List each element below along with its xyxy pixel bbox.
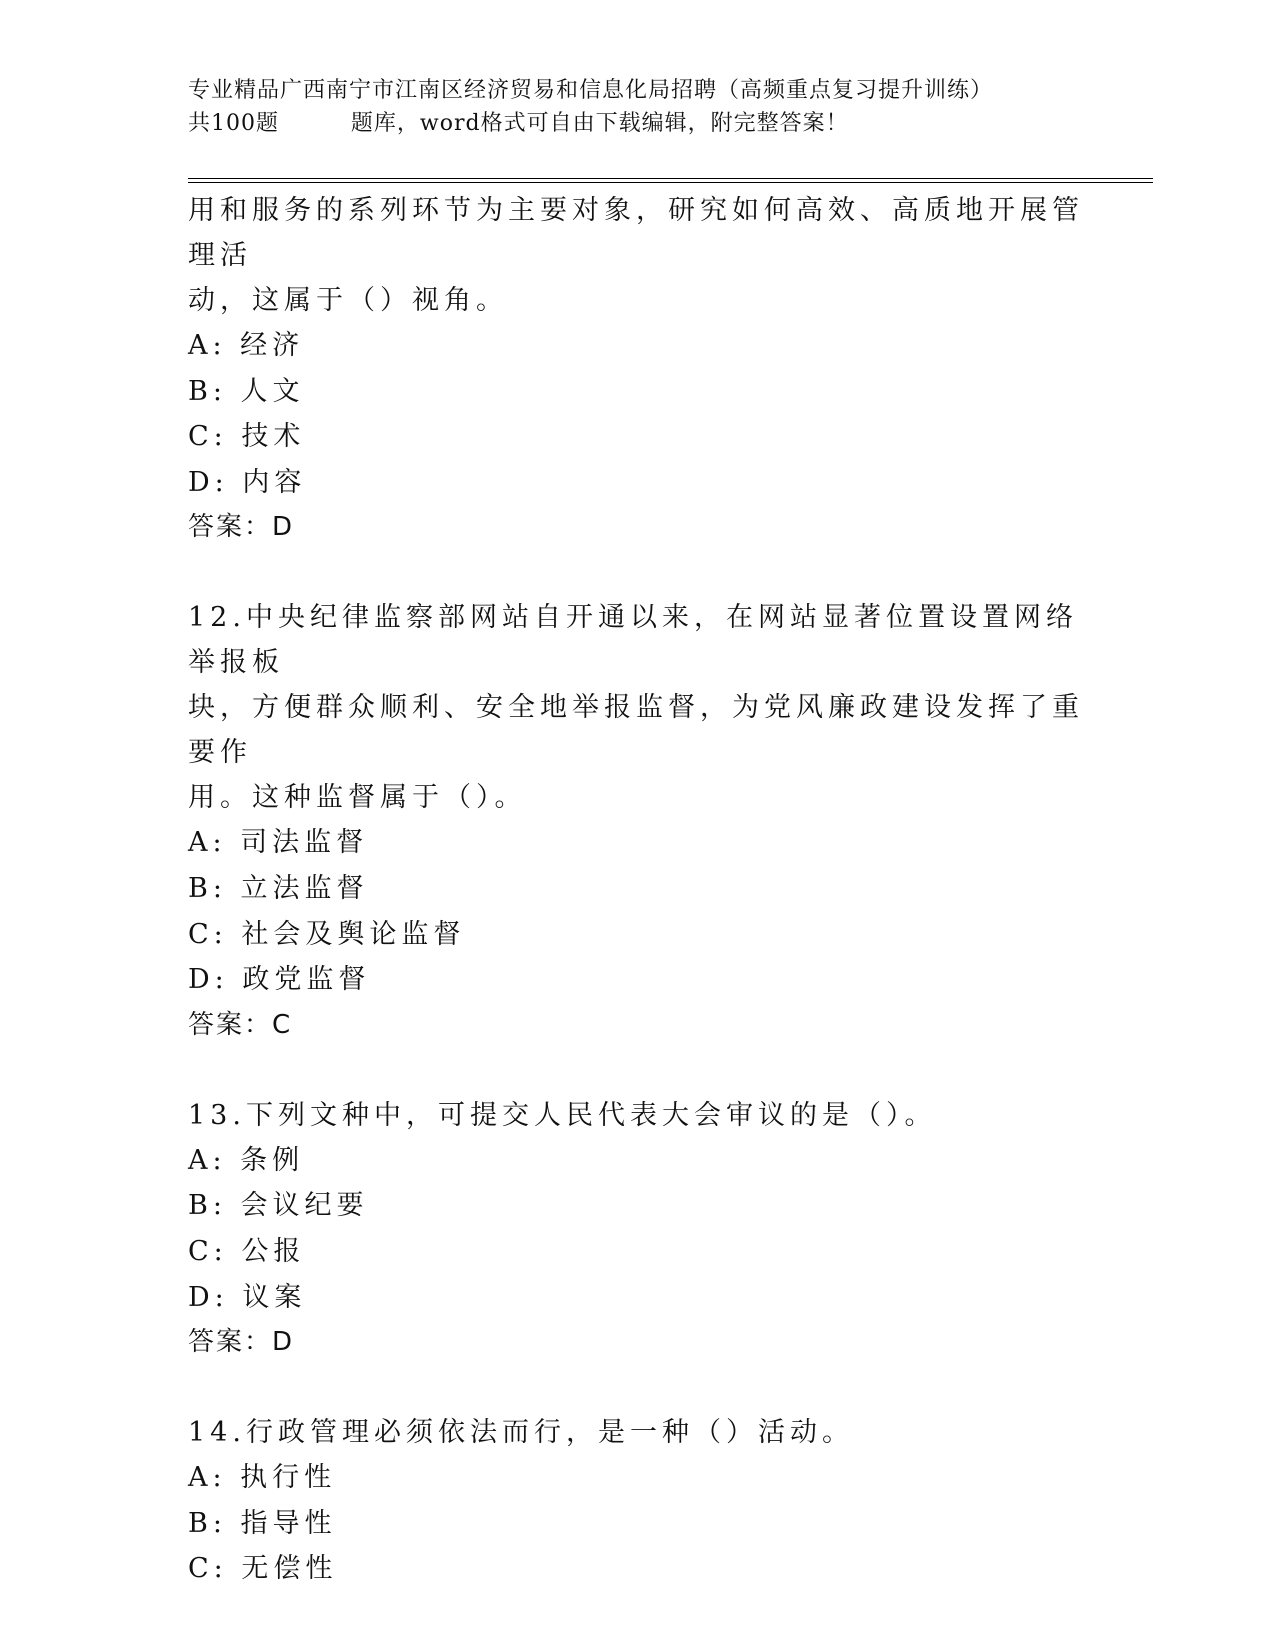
- question-stem-line: 13.下列文种中，可提交人民代表大会审议的是（）。: [188, 1099, 937, 1131]
- option-c: C: 社会及舆论监督: [188, 918, 466, 950]
- question-13: [188, 1093, 1088, 1365]
- option-c: C: 公报: [188, 1235, 306, 1267]
- header-subtitle: 共100题 题库，word格式可自由下载编辑，附完整答案！: [188, 111, 849, 136]
- option-b: B: 指导性: [188, 1507, 337, 1539]
- option-a: A: 条例: [188, 1144, 305, 1176]
- option-b: B: 人文: [188, 375, 305, 407]
- option-d: D: 议案: [188, 1281, 307, 1313]
- header-rule-top: [188, 178, 1153, 179]
- option-a: A: 司法监督: [188, 827, 369, 859]
- spacer: [188, 550, 1088, 595]
- option-d: D: 内容: [188, 466, 307, 498]
- answer: 答案：D: [188, 1327, 295, 1358]
- option-d: D: 政党监督: [188, 964, 371, 996]
- header-title: 专业精品广西南宁市江南区经济贸易和信息化局招聘（高频重点复习提升训练）: [188, 78, 994, 103]
- option-a: A: 经济: [188, 330, 305, 361]
- option-a: A: 执行性: [188, 1462, 337, 1494]
- option-c: C: 技术: [188, 421, 306, 453]
- question-11-continued: [188, 188, 1088, 550]
- question-list: [188, 188, 1088, 1592]
- answer: 答案：C: [188, 1009, 293, 1040]
- question-stem-line: 用。这种监督属于（）。: [188, 782, 527, 814]
- question-stem-line: 12.中央纪律监察部网站自开通以来，在网站显著位置设置网络举报板: [188, 602, 1078, 679]
- spacer: [188, 1048, 1088, 1093]
- answer: 答案：D: [188, 512, 295, 543]
- option-b: B: 立法监督: [188, 872, 369, 904]
- question-stem-line: 14.行政管理必须依法而行，是一种（）活动。: [188, 1417, 854, 1449]
- question-stem-line: 用和服务的系列环节为主要对象，研究如何高效、高质地开展管理活: [188, 195, 1084, 271]
- question-12: [188, 595, 1088, 1047]
- option-b: B: 会议纪要: [188, 1190, 369, 1222]
- document-header: [188, 74, 1108, 140]
- spacer: [188, 1365, 1088, 1410]
- question-stem-line: 动，这属于（）视角。: [188, 285, 508, 316]
- option-c: C: 无偿性: [188, 1553, 338, 1585]
- question-14: [188, 1410, 1088, 1592]
- header-rule-bottom: [188, 182, 1153, 183]
- question-stem-line: 块，方便群众顺利、安全地举报监督，为党风廉政建设发挥了重要作: [188, 692, 1084, 769]
